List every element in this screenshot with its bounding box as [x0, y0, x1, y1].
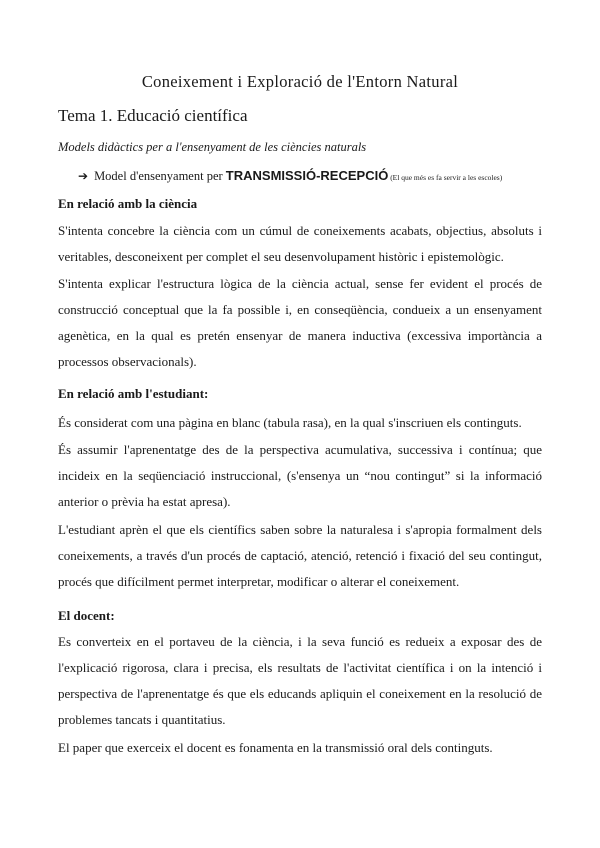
heading-docent: El docent: — [58, 608, 115, 623]
topic-heading: Tema 1. Educació científica — [58, 106, 248, 125]
paragraph-docent-1: Es converteix en el portaveu de la ciència, i la seva funció es redueix a exposar des de l'explicació rigorosa, clara i precisa, els resultats de l'activitat científica i on la intenció i perspectiva de l'aprenentatge és que els educands apliquin el coneixement en la resolució de problemes tancats i quantitatius. — [58, 634, 542, 727]
heading-estudiant: En relació amb l'estudiant: — [58, 386, 209, 401]
arrow-icon: ➔ — [78, 169, 89, 183]
paragraph-estudiant-2: És assumir l'aprenentatge des de la perspectiva acumulativa, successiva i contínua; que incideix en la seqüenciació instruccional, (s'ensenya un “nou contingut” si la informació anterior o prèvia ha estat apresa). — [58, 442, 542, 509]
heading-ciencia: En relació amb la ciència — [58, 196, 198, 211]
model-bullet — [78, 168, 502, 184]
paragraph-ciencia-1: S'intenta concebre la ciència com un cúmul de coneixements acabats, objectius, absoluts i veritables, desconeixent per complet el seu desenvolupament històric i epistemològic. — [58, 223, 542, 264]
paragraph-estudiant-3: L'estudiant aprèn el que els científics saben sobre la naturalesa i s'apropia formalment dels coneixements, a través d'un procés de captació, atenció, retenció i fixació del seu contingut, procés que difícilment permet interpretar, modificar o alterar el coneixement. — [58, 522, 542, 589]
paragraph-ciencia-2: S'intenta explicar l'estructura lògica de la ciència actual, sense fer evident el procés de construcció conceptual que la fa possible i, en conseqüència, condueix a un ensenyament agenètica, en la qual es pretén ensenyar de manera inductiva (excessiva importància a processos observacionals). — [58, 276, 542, 369]
bullet-note: (El que més es fa servir a les escoles) — [388, 173, 503, 182]
document-title: Coneixement i Exploració de l'Entorn Natural — [141, 72, 459, 91]
paragraph-docent-2: El paper que exerceix el docent es fonamenta en la transmissió oral dels continguts. — [58, 740, 493, 755]
paragraph-estudiant-1: És considerat com una pàgina en blanc (tabula rasa), en la qual s'inscriuen els continguts. — [58, 415, 522, 430]
bullet-prefix: Model d'ensenyament per — [94, 169, 226, 183]
bullet-model-name: TRANSMISSIÓ-RECEPCIÓ — [225, 168, 389, 183]
section-subtitle: Models didàctics per a l'ensenyament de les ciències naturals — [58, 140, 367, 154]
